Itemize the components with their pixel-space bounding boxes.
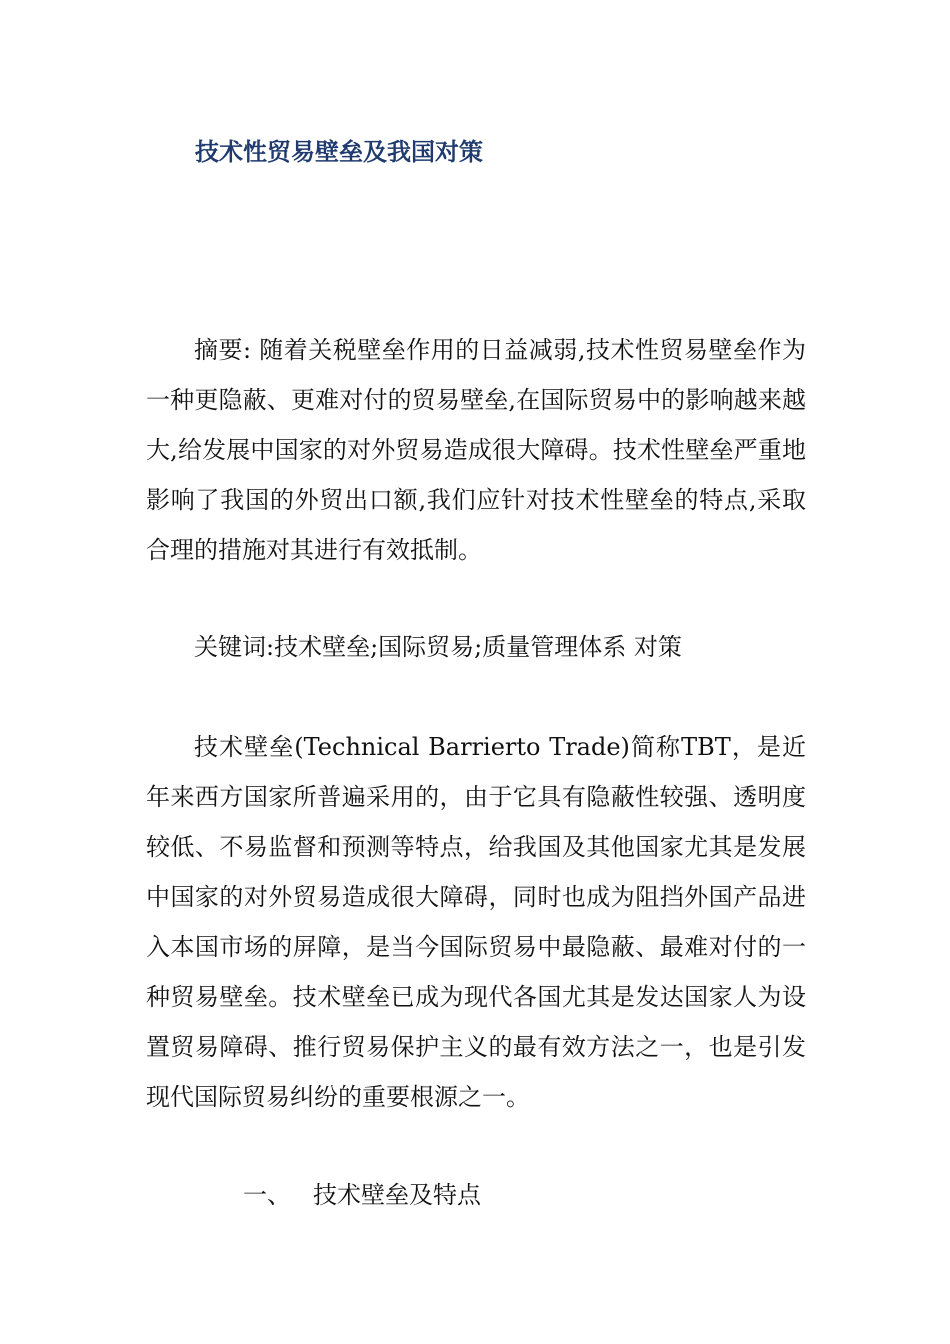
section-number: 一、 — [243, 1181, 291, 1209]
keywords-paragraph: 关键词:技术壁垒;国际贸易;质量管理体系 对策 — [194, 633, 682, 661]
body-paragraph-1: 技术壁垒(Technical Barrierto Trade)简称TBT，是近年来西方国家所普遍采用的，由于它具有隐蔽性较强、透明度较低、不易监督和预测等特点，给我国及其他国家尤其是发展中国家的对外贸易造成很大障碍，同时也成为阻挡外国产品进入本国市场的屏障，是当今国际贸易中最隐蔽、最难对付的一种贸易壁垒。技术壁垒已成为现代各国尤其是发达国家人为设置贸易障碍、推行贸易保护主义的最有效方法之一，也是引发现代国际贸易纠纷的重要根源之一。 — [146, 733, 806, 1111]
section-title: 技术壁垒及特点 — [313, 1181, 481, 1209]
document-title: 技术性贸易壁垒及我国对策 — [195, 137, 483, 166]
section-heading-1 — [243, 1170, 481, 1220]
abstract-paragraph: 摘要: 随着关税壁垒作用的日益减弱,技术性贸易壁垒作为一种更隐蔽、更难对付的贸易壁垒,在国际贸易中的影响越来越大,给发展中国家的对外贸易造成很大障碍。技术性壁垒严重地影响了我国的外贸出口额,我们应针对技术性壁垒的特点,采取合理的措施对其进行有效抵制。 — [146, 336, 806, 564]
